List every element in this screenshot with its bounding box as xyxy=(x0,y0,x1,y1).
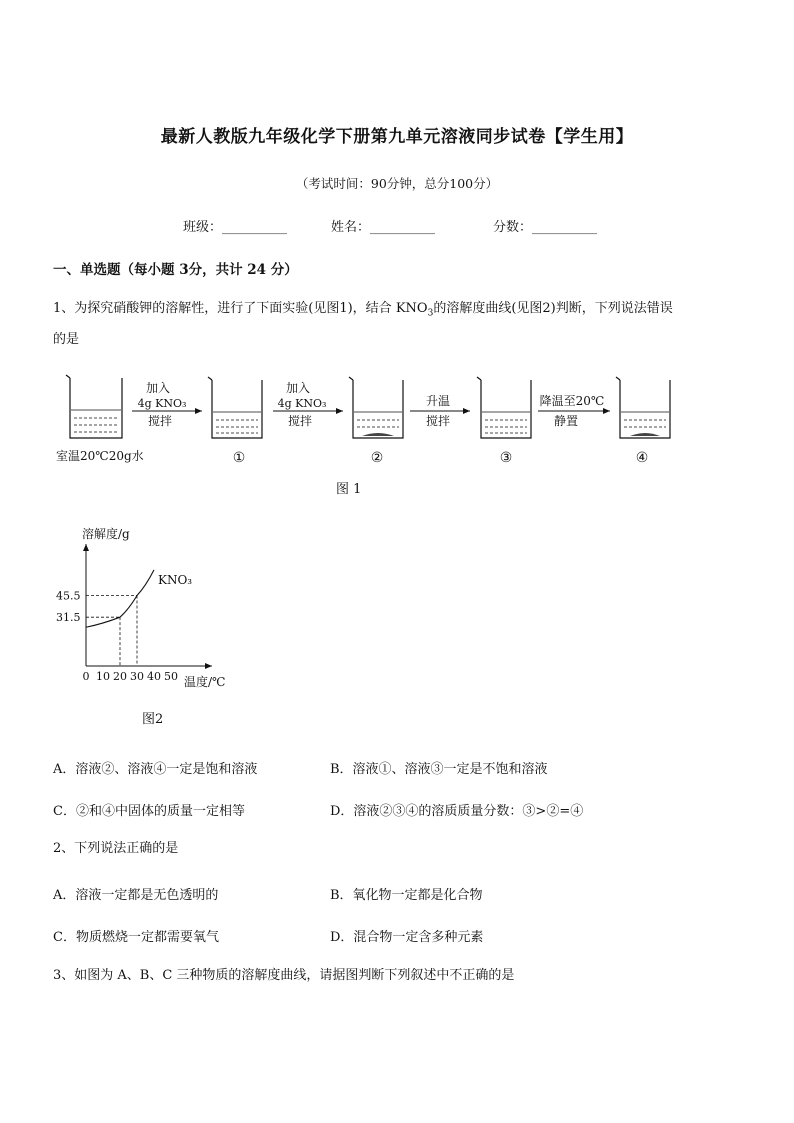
chart-xlabel: 温度/℃ xyxy=(184,675,226,689)
q2-option-c[interactable]: C．物质燃烧一定都需要氧气 xyxy=(53,930,219,945)
q2-option-b[interactable]: B．氧化物一定都是化合物 xyxy=(330,888,483,903)
figure-1-experiment xyxy=(50,370,680,500)
name-field: 姓名：__________ xyxy=(331,220,436,235)
chart-curve-label: KNO₃ xyxy=(158,573,193,587)
section-title: 一、单选题（每小题 3分，共计 24 分） xyxy=(53,262,298,278)
beaker-3 xyxy=(477,377,531,438)
step-1-mid: 4g KNO₃ xyxy=(137,397,187,410)
beaker-4 xyxy=(616,377,670,438)
step-2-mid: 4g KNO₃ xyxy=(277,397,327,410)
beaker-initial xyxy=(66,375,122,438)
step-1-top: 加入 xyxy=(145,381,171,395)
step-4-bot: 静置 xyxy=(553,414,579,428)
figure-2-caption: 图2 xyxy=(142,712,164,727)
y-tick-label: 45.5 xyxy=(56,589,81,603)
question-1-text xyxy=(53,296,753,353)
step-2-bot: 搅拌 xyxy=(287,414,313,428)
beaker-4-label: ④ xyxy=(635,450,649,466)
x-tick-label: 20 xyxy=(113,670,127,683)
beaker-1-label: ① xyxy=(232,450,246,466)
x-tick-label: 0 xyxy=(82,670,90,683)
beaker-1 xyxy=(208,377,262,438)
figure-1-caption: 图 1 xyxy=(336,482,362,497)
step-2-top: 加入 xyxy=(285,381,311,395)
chart-ylabel: 溶解度/g xyxy=(82,527,130,541)
q2-option-d[interactable]: D．混合物一定含多种元素 xyxy=(330,930,484,945)
step-3-top: 升温 xyxy=(425,394,451,408)
question-1-subscript: 3 xyxy=(427,308,434,319)
page-title: 最新人教版九年级化学下册第九单元溶液同步试卷【学生用】 xyxy=(160,127,634,147)
beaker-2-label: ② xyxy=(370,450,384,466)
step-3-bot: 搅拌 xyxy=(425,414,451,428)
question-1-part-c: 的是 xyxy=(53,331,80,347)
x-tick-label: 40 xyxy=(147,670,161,683)
question-2-text: 2、下列说法正确的是 xyxy=(53,841,179,856)
question-1-part-b: 的溶解度曲线(见图2)判断，下列说法错误 xyxy=(433,301,673,316)
x-tick-label: 50 xyxy=(164,670,178,683)
class-field: 班级：__________ xyxy=(183,220,288,235)
q1-option-a[interactable]: A．溶液②、溶液④一定是饱和溶液 xyxy=(53,762,258,777)
score-field: 分数：__________ xyxy=(493,220,598,235)
q1-option-c[interactable]: C．②和④中固体的质量一定相等 xyxy=(53,804,245,819)
q1-option-d[interactable]: D．溶液②③④的溶质质量分数：③>②=④ xyxy=(330,804,584,819)
initial-condition-label: 室温20℃20g水 xyxy=(56,449,144,463)
q2-option-a[interactable]: A．溶液一定都是无色透明的 xyxy=(53,888,219,903)
figure-2-solubility-chart xyxy=(50,518,250,698)
y-tick-label: 31.5 xyxy=(56,611,81,625)
q1-option-b[interactable]: B．溶液①、溶液③一定是不饱和溶液 xyxy=(330,762,548,777)
exam-info: （考试时间：90分钟，总分100分） xyxy=(295,176,499,191)
x-tick-label: 10 xyxy=(96,670,110,683)
step-4-top: 降温至20℃ xyxy=(539,394,605,408)
question-1-part-a: 1、为探究硝酸钾的溶解性，进行了下面实验(见图1)，结合 KNO xyxy=(53,301,428,316)
step-1-bot: 搅拌 xyxy=(147,414,173,428)
question-3-text: 3、如图为 A、B、C 三种物质的溶解度曲线，请据图判断下列叙述中不正确的是 xyxy=(53,968,515,983)
beaker-3-label: ③ xyxy=(499,450,513,466)
beaker-2 xyxy=(349,377,403,438)
x-tick-label: 30 xyxy=(130,670,144,683)
